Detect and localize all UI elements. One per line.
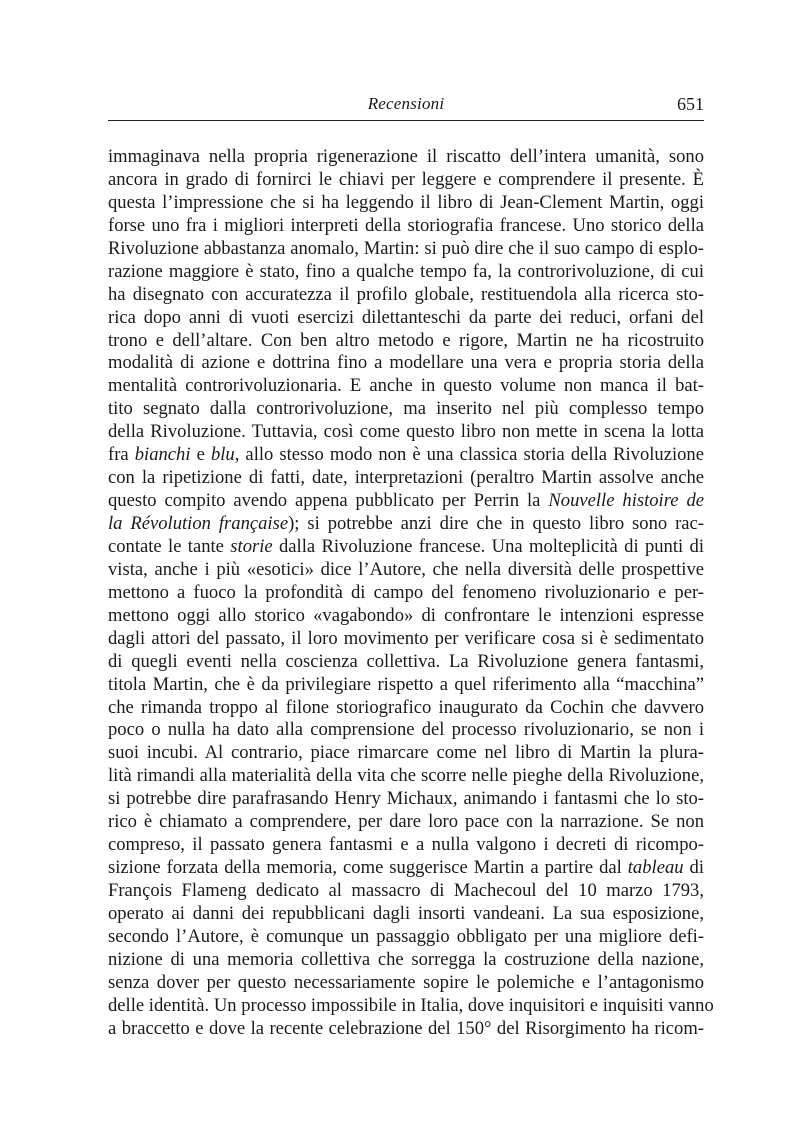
text-run: mettono a fuoco la profondità di campo del fenomeno rivoluzionario e per- <box>108 581 704 603</box>
text-run: dalla Rivoluzione francese. Una molteplicità di punti di <box>272 535 704 557</box>
text-line <box>108 949 704 972</box>
text-line <box>108 146 704 169</box>
text-run: titola Martin, che è da privilegiare rispetto a quel riferimento alla “macchina” <box>108 673 704 695</box>
text-line <box>108 880 704 903</box>
text-line <box>108 719 704 742</box>
text-line <box>108 811 704 834</box>
italic-text: Nouvelle histoire de <box>548 490 704 512</box>
text-line <box>108 765 704 788</box>
running-header <box>108 90 704 121</box>
text-run: operato ai danni dei repubblicani dagli insorti vandeani. La sua esposizione, <box>108 902 704 924</box>
text-line <box>108 513 704 536</box>
text-line <box>108 994 714 1018</box>
text-line <box>108 834 704 857</box>
text-run: vista, anche i più «esotici» dice l’Autore, che nella diversità delle prospettive <box>108 558 704 580</box>
text-line <box>108 284 704 307</box>
text-line <box>108 307 704 330</box>
text-line <box>108 651 704 674</box>
text-run: trono e dell’altare. Con ben altro metodo e rigore, Martin ne ha ricostruito <box>108 329 704 351</box>
text-run: contate le tante <box>108 535 231 557</box>
italic-text: blu <box>210 444 235 466</box>
text-line <box>108 169 704 192</box>
text-run: , allo stesso modo non è una classica storia della Rivoluzione <box>234 444 704 466</box>
text-run: lità rimandi alla materialità della vita che scorre nelle pieghe della Rivoluzione, <box>108 765 704 787</box>
page-number: 651 <box>677 94 704 114</box>
text-run: immaginava nella propria rigenerazione il riscatto dell’intera umanità, sono <box>108 146 704 167</box>
text-run: sizione forzata della memoria, come suggerisce Martin a partire dal <box>108 857 628 879</box>
text-run: di quegli eventi nella coscienza collettiva. La Rivoluzione genera fantasmi, <box>108 650 704 672</box>
text-line <box>108 742 704 765</box>
text-run: mentalità controrivoluzionaria. E anche in questo volume non manca il bat- <box>108 375 704 397</box>
text-line <box>108 490 704 513</box>
text-run: mettono oggi allo storico «vagabondo» di confrontare le intenzioni espresse <box>108 604 704 626</box>
text-run: nizione di una memoria collettiva che sorregga la costruzione della nazione, <box>108 948 704 970</box>
text-run: secondo l’Autore, è comunque un passaggio obbligato per una migliore defi- <box>108 925 704 947</box>
text-run: che rimanda troppo al filone storiografico inaugurato da Cochin che davvero <box>108 696 704 718</box>
text-run: a braccetto e dove la recente celebrazione del 150° del Risorgimento ha ricom- <box>108 1017 704 1039</box>
running-title: Recensioni <box>367 94 445 113</box>
text-line <box>108 674 704 697</box>
body-paragraph <box>108 146 714 1041</box>
text-run: di <box>683 857 704 879</box>
text-line <box>108 444 704 467</box>
text-run: questa l’impressione che si ha leggendo il libro di Jean-Clement Martin, oggi <box>108 191 704 213</box>
text-line <box>108 559 704 582</box>
text-run: poco o nulla ha dato alla comprensione del processo rivoluzionario, se non i <box>108 719 704 741</box>
text-run: rica dopo anni di vuoti esercizi dilettanteschi da parte dei reduci, orfani del <box>108 306 704 328</box>
text-run: ); si potrebbe anzi dire che in questo libro sono rac- <box>288 513 704 534</box>
text-run: suoi incubi. Al contrario, piace rimarcare come nel libro di Martin la plura- <box>108 742 704 764</box>
text-line <box>108 261 704 284</box>
text-line <box>108 375 704 398</box>
text-run: con la ripetizione di fatti, date, interpretazioni (peraltro Martin assolve anche <box>108 467 704 489</box>
text-run: Rivoluzione abbastanza anomalo, Martin: si può dire che il suo campo di esplo- <box>108 237 704 259</box>
text-line <box>108 903 704 926</box>
text-run: François Flameng dedicato al massacro di Machecoul del 10 marzo 1793, <box>108 880 704 901</box>
text-run: senza dover per questo necessariamente sopire le polemiche e l’antagonismo <box>108 971 704 993</box>
text-line <box>108 605 704 628</box>
text-line <box>108 926 704 949</box>
text-line <box>108 628 704 651</box>
text-run: ha disegnato con accuratezza il profilo globale, restituendola alla ricerca sto- <box>108 283 704 305</box>
text-run: delle identità. Un processo impossibile in Italia, dove inquisitori e inquisiti vanno <box>108 994 714 1016</box>
text-run: ancora in grado di fornirci le chiavi per leggere e comprendere il presente. È <box>108 168 704 190</box>
text-run: rico è chiamato a comprendere, per dare loro pace con la narrazione. Se non <box>108 811 704 833</box>
text-run: si potrebbe dire parafrasando Henry Michaux, animando i fantasmi che lo sto- <box>108 788 704 810</box>
text-line <box>108 398 704 421</box>
text-line <box>108 788 704 811</box>
text-run: e <box>190 444 211 466</box>
text-line <box>108 857 704 880</box>
text-line <box>108 192 704 215</box>
text-run: razione maggiore è stato, fino a qualche tempo fa, la controrivoluzione, di cui <box>108 260 704 282</box>
text-run: modalità di azione e dottrina fino a modellare una vera e propria storia della <box>108 352 704 374</box>
text-line <box>108 972 704 995</box>
text-run: forse uno fra i migliori interpreti della storiografia francese. Uno storico della <box>108 214 704 236</box>
text-line <box>108 1018 704 1041</box>
text-line <box>108 467 704 490</box>
text-run: della Rivoluzione. Tuttavia, così come questo libro non mette in scena la lotta <box>108 421 704 443</box>
text-line <box>108 536 704 559</box>
text-line <box>108 582 704 605</box>
text-line <box>108 697 704 720</box>
text-run: questo compito avendo appena pubblicato per Perrin la <box>108 490 549 512</box>
italic-text: storie <box>230 535 273 557</box>
text-line <box>108 330 704 353</box>
text-run: fra <box>108 444 135 466</box>
italic-text: bianchi <box>134 444 191 466</box>
text-line <box>108 215 704 238</box>
text-run: tito segnato dalla controrivoluzione, ma inserito nel più complesso tempo <box>108 398 704 420</box>
text-run: compreso, il passato genera fantasmi e a nulla valgono i decreti di ricompo- <box>108 834 704 856</box>
italic-text: la Révolution française <box>108 513 289 534</box>
text-line <box>108 238 704 261</box>
text-run: dagli attori del passato, il loro movimento per verificare cosa si è sedimentato <box>108 627 704 649</box>
italic-text: tableau <box>627 857 684 879</box>
text-line <box>108 421 704 444</box>
text-line <box>108 352 704 375</box>
